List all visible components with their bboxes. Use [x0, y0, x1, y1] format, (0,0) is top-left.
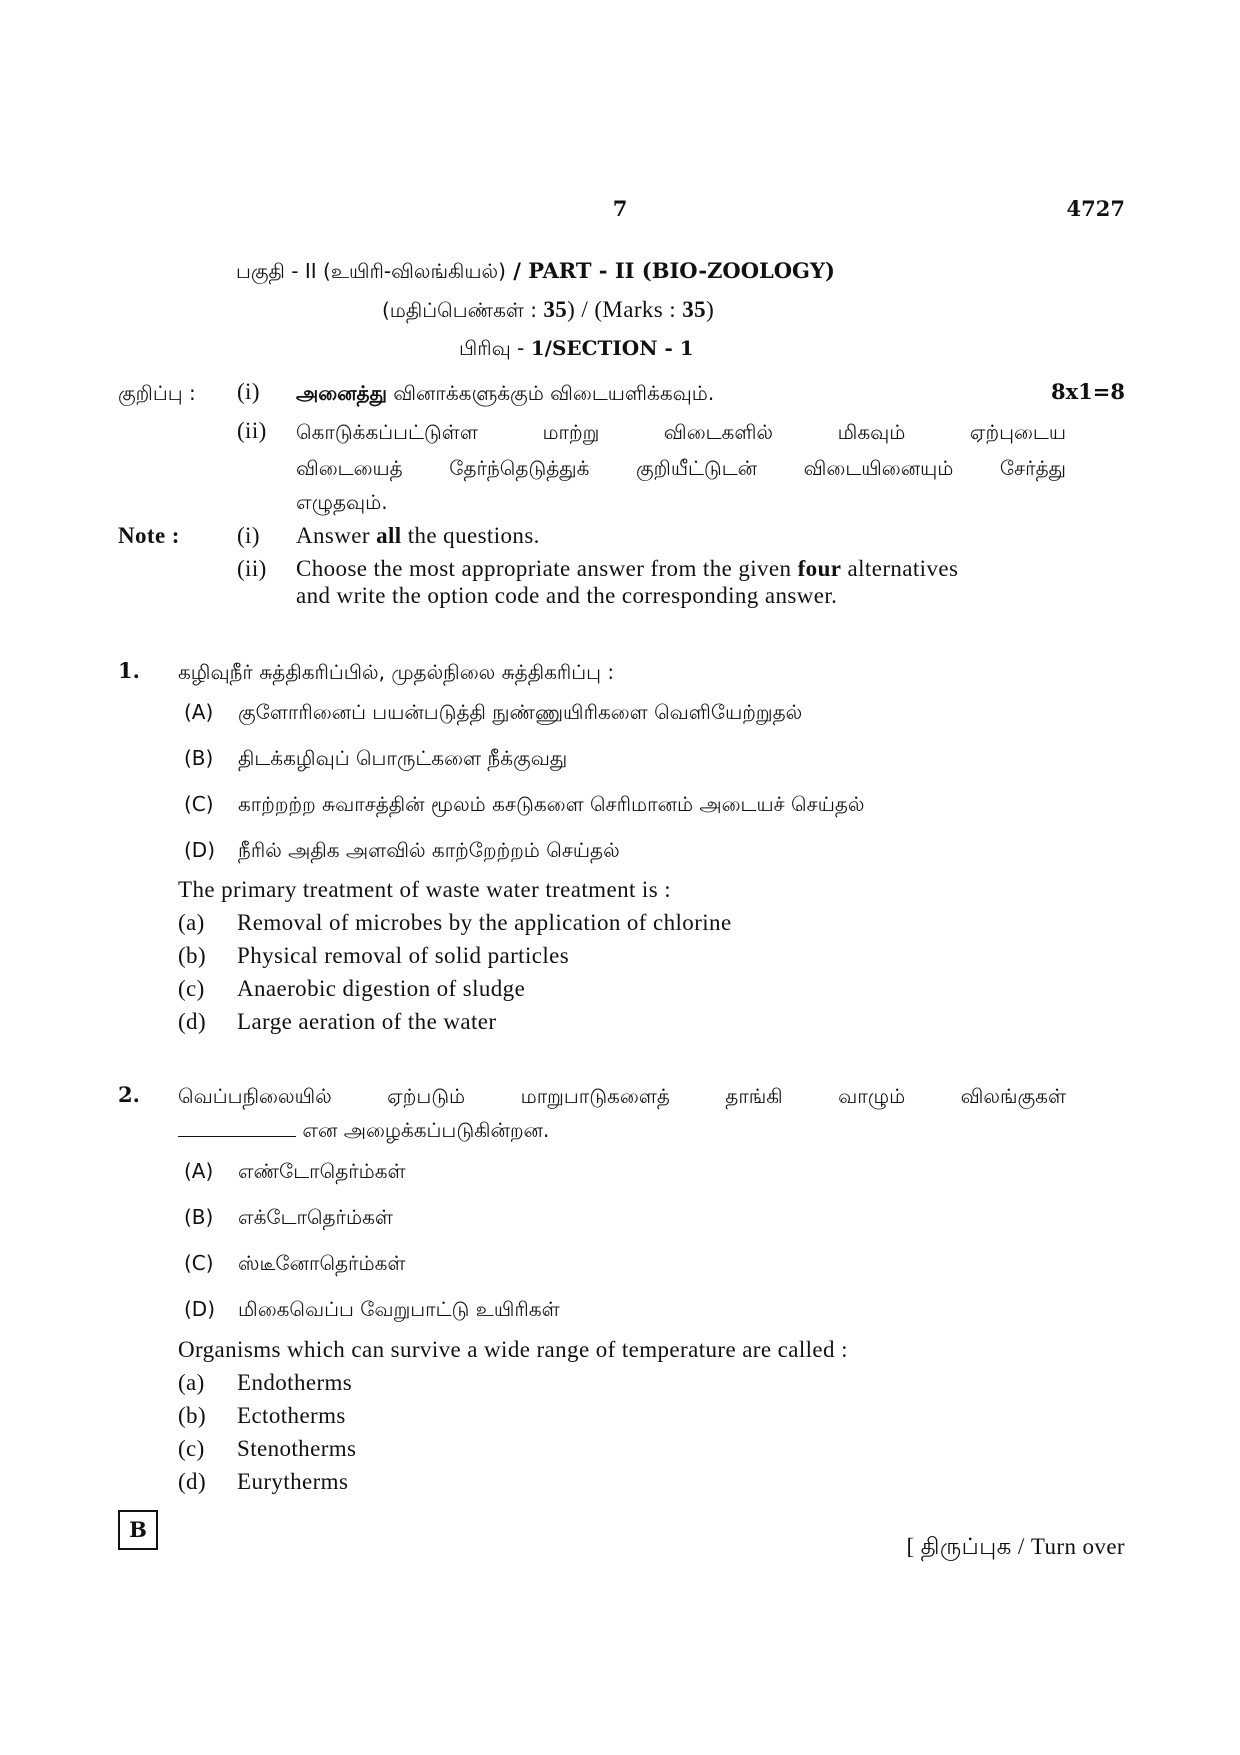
q1-tamil-option-c-tag: (C) — [184, 792, 214, 816]
q1-tamil-option-d-tag: (D) — [184, 838, 216, 862]
q2-option-a-text: Endotherms — [237, 1370, 353, 1395]
note-2-line1 — [296, 556, 958, 582]
q2-tamil-option-b-text: எக்டோதெர்ம்கள் — [238, 1205, 393, 1229]
q1-option-a-text: Removal of microbes by the application of chlorine — [237, 910, 732, 935]
q2-option-d-text: Eurytherms — [237, 1469, 349, 1494]
q1-tamil-option-b — [184, 746, 567, 773]
marks-mid: ) / (Marks : — [567, 297, 683, 322]
page-number: 7 — [612, 196, 628, 221]
part-title-tamil: பகுதி - II (உயிரி-விலங்கியல்) — [236, 259, 506, 283]
q2-tamil-option-b — [184, 1205, 393, 1232]
q2-option-d-tag: (d) — [178, 1469, 207, 1494]
note-1-bold: all — [376, 523, 402, 548]
part-title-english: PART - II (BIO-ZOOLOGY) — [528, 258, 835, 283]
tamil-note-1 — [296, 381, 714, 408]
question-2-tamil-line1: வெப்பநிலையில் ஏற்படும் மாறுபாடுகளைத் தாங்கி வாழும் விலங்குகள் — [178, 1084, 1066, 1108]
q1-option-c-tag: (c) — [178, 976, 205, 1001]
q1-option-a-tag: (a) — [178, 910, 205, 935]
note-2-post: alternatives — [841, 556, 959, 581]
section-english: 1/SECTION - 1 — [530, 336, 694, 360]
question-2-tamil-line2 — [178, 1118, 549, 1145]
turn-over — [906, 1534, 1125, 1563]
q1-tamil-option-c — [184, 792, 864, 819]
q1-option-d-text: Large aeration of the water — [237, 1009, 497, 1034]
note-2-num: (ii) — [237, 556, 267, 581]
section-tamil: பிரிவு - — [459, 336, 531, 360]
q2-tamil-option-c-text: ஸ்டீனோதெர்ம்கள் — [238, 1251, 406, 1275]
version-box: B — [118, 1510, 158, 1550]
q1-tamil-option-b-text: திடக்கழிவுப் பொருட்களை நீக்குவது — [238, 746, 568, 770]
note-2-line2: and write the option code and the corresponding answer. — [296, 583, 838, 608]
q2-tamil-option-d — [184, 1297, 560, 1324]
question-2-english: Organisms which can survive a wide range of temperature are called : — [178, 1337, 848, 1362]
note-1-num: (i) — [237, 523, 260, 548]
q1-option-b-text: Physical removal of solid particles — [237, 943, 570, 968]
tamil-note-1-rest: வினாக்களுக்கும் விடையளிக்கவும். — [386, 381, 715, 405]
tamil-note-2-line2: விடையைத் தேர்ந்தெடுத்துக் குறியீட்டுடன் விடையினையும் சேர்த்து — [296, 456, 1066, 480]
q2-option-a-tag: (a) — [178, 1370, 205, 1395]
q1-option-b-tag: (b) — [178, 943, 207, 968]
q1-tamil-option-a-tag: (A) — [184, 700, 214, 724]
question-1-english: The primary treatment of waste water treatment is : — [178, 877, 671, 902]
note-1 — [296, 523, 540, 549]
q1-option-c — [178, 976, 525, 1002]
q1-tamil-option-b-tag: (B) — [184, 746, 214, 770]
tamil-note-label: குறிப்பு : — [118, 381, 196, 405]
question-1-tamil: கழிவுநீர் சுத்திகரிப்பில், முதல்நிலை சுத்திகரிப்பு : — [178, 660, 615, 684]
note-label: Note : — [118, 523, 180, 548]
q2-option-b-tag: (b) — [178, 1403, 207, 1428]
marks-value: 35 — [682, 297, 707, 322]
turn-over-text: [ திருப்புக / Turn over — [906, 1534, 1125, 1559]
q2-option-b-text: Ectotherms — [237, 1403, 346, 1428]
q1-tamil-option-a — [184, 700, 802, 727]
q2-tamil-option-d-tag: (D) — [184, 1297, 216, 1321]
q2-tamil-option-c-tag: (C) — [184, 1251, 214, 1275]
q1-option-b — [178, 943, 569, 969]
q2-tamil-option-c — [184, 1251, 405, 1278]
q1-tamil-option-d-text: நீரில் அதிக அளவில் காற்றேற்றம் செய்தல் — [238, 838, 620, 862]
question-2-number: 2. — [118, 1082, 140, 1107]
note-2-bold: four — [797, 556, 842, 581]
q2-option-b — [178, 1403, 346, 1429]
tamil-note-1-bold: அனைத்து — [296, 381, 387, 405]
q1-tamil-option-d — [184, 838, 620, 865]
section-title — [459, 336, 694, 363]
q1-tamil-option-a-text: குளோரினைப் பயன்படுத்தி நுண்ணுயிரிகளை வெளியேற்றுதல் — [238, 700, 803, 724]
tamil-note-2-line1: கொடுக்கப்பட்டுள்ள மாற்று விடைகளில் மிகவும் ஏற்புடைய — [296, 420, 1066, 444]
note-1-post: the questions. — [401, 523, 540, 548]
q2-option-c-tag: (c) — [178, 1436, 205, 1461]
question-1-number: 1. — [118, 658, 140, 683]
marks-tamil-label: (மதிப்பெண்கள் : — [382, 298, 544, 322]
q2-tamil-option-a — [184, 1159, 406, 1186]
paper-code: 4727 — [1066, 196, 1125, 221]
score: 8x1=8 — [1051, 379, 1125, 404]
q1-option-a — [178, 910, 732, 936]
q2-option-c-text: Stenotherms — [237, 1436, 357, 1461]
q2-tamil-option-a-text: எண்டோதெர்ம்கள் — [238, 1159, 406, 1183]
question-2-tamil-line2-text: என அழைக்கப்படுகின்றன. — [296, 1118, 550, 1142]
q1-option-d — [178, 1009, 496, 1035]
marks-close: ) — [706, 297, 715, 322]
marks-line — [382, 297, 714, 325]
tamil-note-1-num: (i) — [237, 379, 260, 404]
q1-tamil-option-c-text: காற்றற்ற சுவாசத்தின் மூலம் கசடுகளை செரிமானம் அடையச் செய்தல் — [238, 792, 865, 816]
q1-option-c-text: Anaerobic digestion of sludge — [237, 976, 526, 1001]
note-1-pre: Answer — [296, 523, 377, 548]
q2-option-d — [178, 1469, 348, 1495]
part-title — [236, 258, 835, 286]
q2-tamil-option-b-tag: (B) — [184, 1205, 214, 1229]
q1-option-d-tag: (d) — [178, 1009, 207, 1034]
marks-tamil-value: 35 — [543, 297, 568, 322]
q2-tamil-option-a-tag: (A) — [184, 1159, 214, 1183]
q2-tamil-option-d-text: மிகைவெப்ப வேறுபாட்டு உயிரிகள் — [238, 1297, 560, 1321]
q2-option-a — [178, 1370, 352, 1396]
part-title-sep: / — [505, 258, 529, 283]
note-2-pre: Choose the most appropriate answer from the given — [296, 556, 798, 581]
answer-blank — [178, 1118, 296, 1137]
q2-option-c — [178, 1436, 356, 1462]
tamil-note-2-line3: எழுதவும். — [296, 490, 388, 514]
tamil-note-2-num: (ii) — [237, 418, 267, 443]
